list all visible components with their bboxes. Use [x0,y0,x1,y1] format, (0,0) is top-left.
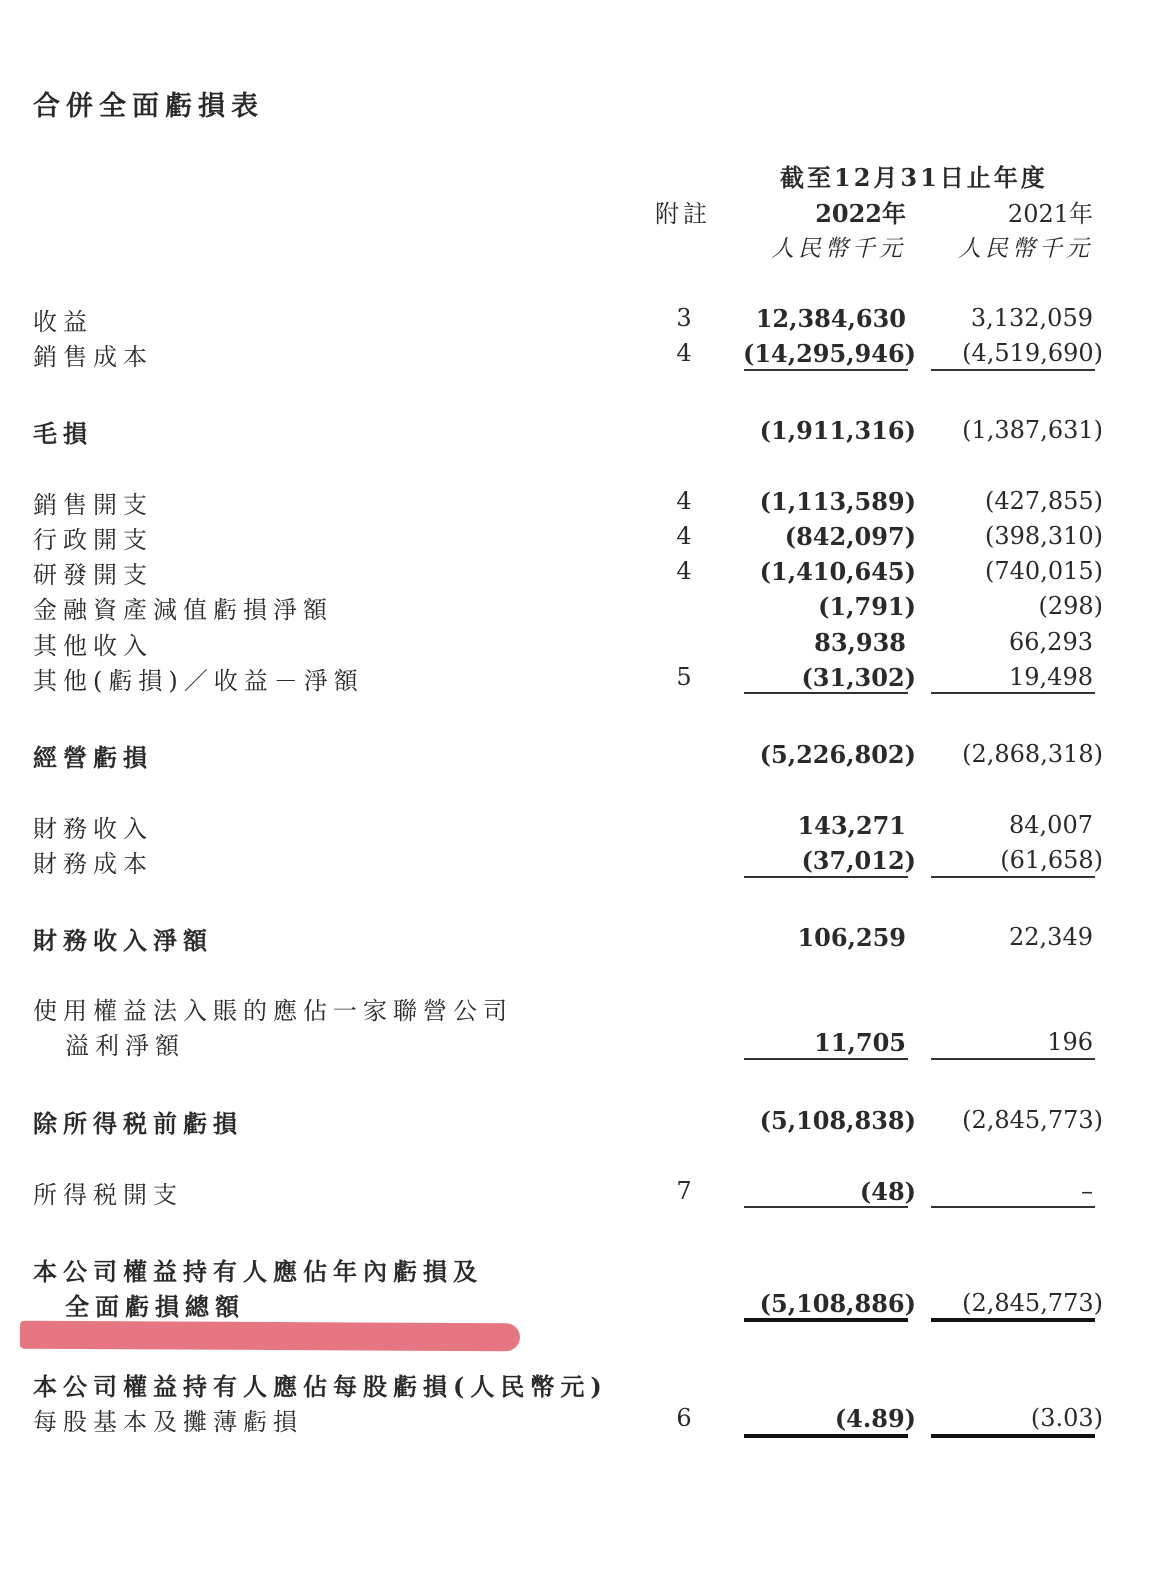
row-label-total-comprehensive-loss-line2: 全面虧損總額 [65,1292,245,1321]
row-note-cost-of-sales: 4 [676,339,692,367]
row-value-2021-operating-loss: (2,868,318) [962,740,1103,768]
row-label-revenue: 收益 [33,308,93,336]
row-label-loss-per-share-heading: 本公司權益持有人應佔每股虧損(人民幣元) [33,1372,608,1401]
row-note-other-losses-gains: 5 [676,663,692,691]
row-label-finance-costs: 財務成本 [33,850,153,878]
row-value-2022-finance-costs: (37,012) [801,846,916,875]
row-label-basic-diluted-loss-per-share: 每股基本及攤薄虧損 [33,1408,303,1436]
row-note-rnd-expenses: 4 [676,557,692,585]
row-label-associate-share-line2: 溢利淨額 [65,1032,185,1060]
row-value-2021-net-finance-income: 22,349 [1009,923,1093,951]
row-note-loss-per-share: 6 [676,1404,692,1432]
row-label-selling-expenses: 銷售開支 [33,491,153,519]
subtotal-rule-2021 [931,1206,1095,1208]
row-value-2021-total-comprehensive-loss: (2,845,773) [962,1289,1103,1317]
row-value-2021-other-losses-gains: 19,498 [1009,663,1093,691]
row-value-2022-operating-loss: (5,226,802) [759,740,916,769]
row-value-2021-selling-expenses: (427,855) [985,487,1103,515]
highlighter-mark [20,1321,520,1352]
period-heading: 截至12月31日止年度 [780,163,1048,192]
subtotal-rule-2021 [931,692,1095,694]
total-rule-2022 [744,1434,908,1438]
row-value-2022-loss-before-tax: (5,108,838) [759,1106,916,1135]
row-value-2022-total-comprehensive-loss: (5,108,886) [759,1289,916,1318]
row-value-2021-gross-loss: (1,387,631) [962,416,1103,444]
subtotal-rule-2022 [744,1058,908,1060]
row-label-loss-before-tax: 除所得税前虧損 [33,1109,243,1138]
row-value-2021-other-income: 66,293 [1009,628,1093,656]
row-label-total-comprehensive-loss: 本公司權益持有人應佔年內虧損及 [33,1257,483,1286]
row-value-2022-loss-per-share: (4.89) [834,1404,916,1433]
subtotal-rule-2021 [931,1058,1095,1060]
statement-title: 合併全面虧損表 [33,91,264,122]
row-value-2022-rnd-expenses: (1,410,645) [759,557,916,586]
row-value-2021-rnd-expenses: (740,015) [985,557,1103,585]
total-rule-2022 [744,1318,908,1322]
unit-2022-header: 人民幣千元 [771,236,906,262]
row-value-2022-impairment: (1,791) [818,592,916,621]
year-2021-header: 2021年 [1007,200,1093,228]
row-note-selling-expenses: 4 [676,487,692,515]
row-label-income-tax: 所得税開支 [33,1181,183,1209]
row-label-rnd-expenses: 研發開支 [33,561,153,589]
row-value-2021-associate-share: 196 [1047,1028,1093,1056]
row-value-2022-finance-income: 143,271 [797,811,906,840]
row-note-admin-expenses: 4 [676,522,692,550]
subtotal-rule-2021 [931,369,1095,371]
subtotal-rule-2022 [744,876,908,878]
row-value-2022-net-finance-income: 106,259 [797,923,906,952]
row-note-revenue: 3 [676,304,692,332]
total-rule-2021 [931,1318,1095,1322]
row-value-2021-cost-of-sales: (4,519,690) [962,339,1103,367]
row-value-2022-other-losses-gains: (31,302) [801,663,916,692]
row-value-2022-selling-expenses: (1,113,589) [759,487,916,516]
unit-2021-header: 人民幣千元 [958,236,1093,262]
row-value-2021-loss-before-tax: (2,845,773) [962,1106,1103,1134]
row-value-2022-other-income: 83,938 [814,628,906,657]
row-value-2022-revenue: 12,384,630 [755,304,906,333]
row-label-other-losses-gains: 其他(虧損)／收益－淨額 [33,667,364,695]
row-label-other-income: 其他收入 [33,632,153,660]
subtotal-rule-2022 [744,1206,908,1208]
row-value-2021-finance-costs: (61,658) [1000,846,1103,874]
row-value-2021-revenue: 3,132,059 [970,304,1093,332]
row-label-admin-expenses: 行政開支 [33,526,153,554]
year-2022-header: 2022年 [815,199,906,228]
row-label-finance-income: 財務收入 [33,815,153,843]
subtotal-rule-2022 [744,692,908,694]
row-value-2021-loss-per-share: (3.03) [1030,1404,1103,1432]
note-column-header: 附註 [655,200,711,228]
row-value-2022-admin-expenses: (842,097) [784,522,916,551]
row-value-2021-income-tax: – [1081,1177,1093,1205]
total-rule-2021 [931,1434,1095,1438]
row-value-2022-income-tax: (48) [859,1177,916,1206]
row-label-gross-loss: 毛損 [33,419,93,448]
row-value-2021-admin-expenses: (398,310) [985,522,1103,550]
row-label-cost-of-sales: 銷售成本 [33,343,153,371]
row-label-associate-share: 使用權益法入賬的應佔一家聯營公司 [33,997,513,1025]
row-value-2022-gross-loss: (1,911,316) [759,416,916,445]
row-note-income-tax: 7 [676,1177,692,1205]
row-value-2022-cost-of-sales: (14,295,946) [742,339,916,368]
row-value-2022-associate-share: 11,705 [814,1028,906,1057]
subtotal-rule-2022 [744,369,908,371]
row-label-operating-loss: 經營虧損 [33,743,153,772]
row-value-2021-impairment: (298) [1038,592,1103,620]
row-label-net-finance-income: 財務收入淨額 [33,926,213,955]
row-label-impairment: 金融資產減值虧損淨額 [33,596,333,624]
subtotal-rule-2021 [931,876,1095,878]
row-value-2021-finance-income: 84,007 [1009,811,1093,839]
